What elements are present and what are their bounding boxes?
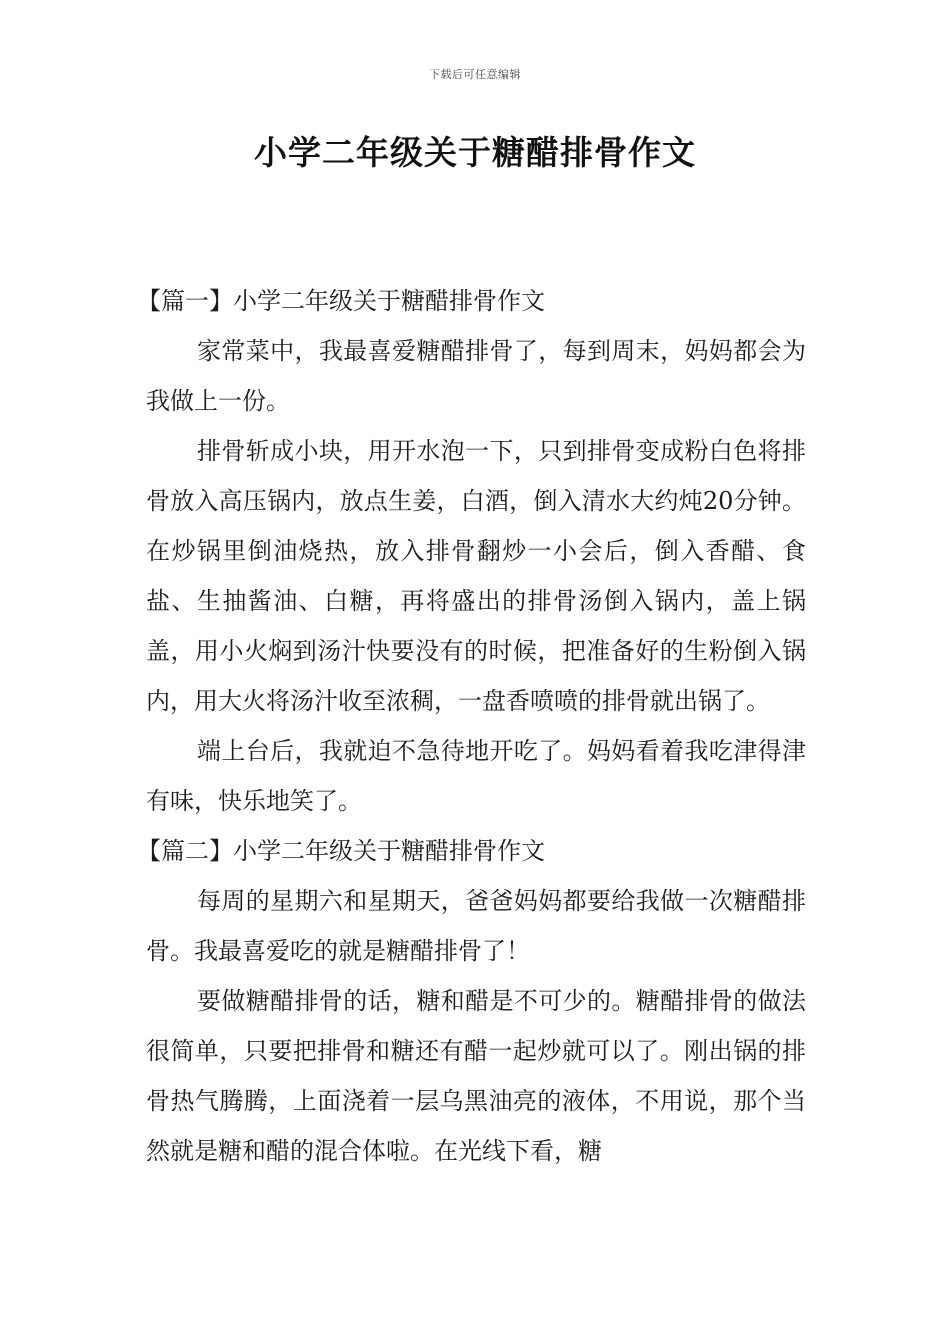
paragraph: 排骨斩成小块，用开水泡一下，只到排骨变成粉白色将排骨放入高压锅内，放点生姜，白酒，倒入清水大约炖20分钟。在炒锅里倒油烧热，放入排骨翻炒一小会后，倒入香醋、食盐、生抽酱油、白糖，再将盛出的排骨汤倒入锅内，盖上锅盖，用小火焖到汤汁快要没有的时候，把准备好的生粉倒入锅内，用大火将汤汁收至浓稠，一盘香喷喷的排骨就出锅了。	[146, 437, 806, 715]
paragraph: 端上台后，我就迫不急待地开吃了。妈妈看着我吃津得津有味，快乐地笑了。	[146, 737, 806, 815]
section-heading-1: 【篇一】小学二年级关于糖醋排骨作文	[137, 287, 545, 315]
paragraph: 家常菜中，我最喜爱糖醋排骨了，每到周末，妈妈都会为我做上一份。	[146, 337, 806, 415]
header-note: 下载后可任意编辑	[429, 68, 521, 81]
paragraph: 每周的星期六和星期天，爸爸妈妈都要给我做一次糖醋排骨。我最喜爱吃的就是糖醋排骨了！	[146, 887, 806, 965]
document-body	[137, 276, 806, 1176]
section-heading-2: 【篇二】小学二年级关于糖醋排骨作文	[137, 837, 545, 865]
page-title: 小学二年级关于糖醋排骨作文	[254, 133, 696, 172]
paragraph: 要做糖醋排骨的话，糖和醋是不可少的。糖醋排骨的做法很简单，只要把排骨和糖还有醋一起炒就可以了。刚出锅的排骨热气腾腾，上面浇着一层乌黑油亮的液体，不用说，那个当然就是糖和醋的混合体啦。在光线下看，糖	[146, 987, 806, 1165]
